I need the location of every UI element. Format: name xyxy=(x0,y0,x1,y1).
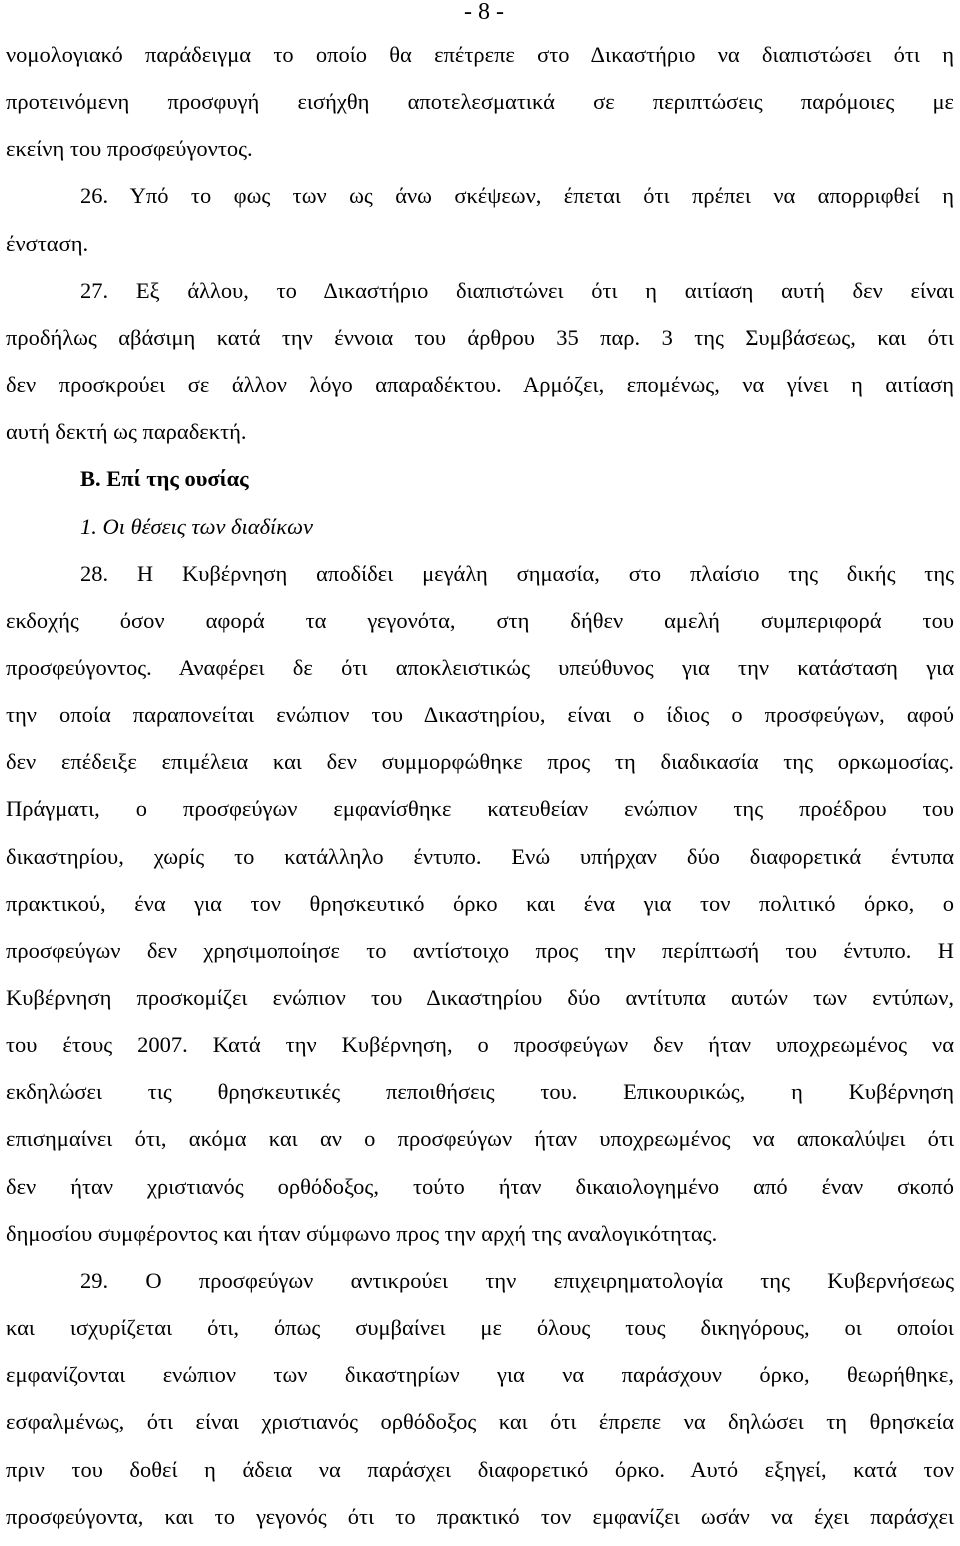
text-line: νομολογιακό παράδειγμα το οποίο θα επέτρεπε στο Δικαστήριο να διαπιστώσει ότι η xyxy=(6,42,954,67)
text-line: επισημαίνει ότι, ακόμα και αν ο προσφεύγων ήταν υποχρεωμένος να αποκαλύψει ότι xyxy=(6,1126,954,1152)
text-line: Πράγματι, ο προσφεύγων εμφανίσθηκε κατευθείαν ενώπιον της προέδρου του xyxy=(6,796,954,822)
text-line: ένσταση. xyxy=(6,230,89,256)
text-line: 28. Η Κυβέρνηση αποδίδει μεγάλη σημασία, στο πλαίσιο της δικής της xyxy=(80,560,954,586)
text-line: πρακτικού, ένα για τον θρησκευτικό όρκο και ένα για τον πολιτικό όρκο, ο xyxy=(6,890,954,916)
text-line: προτεινόμενη προσφυγή εισήχθη αποτελεσματικά σε περιπτώσεις παρόμοιες με xyxy=(6,89,954,115)
text-line: δεν προσκρούει σε άλλον λόγο απαραδέκτου. Αρμόζει, επομένως, να γίνει η αιτίαση xyxy=(6,372,954,398)
text-line: δεν ήταν χριστιανός ορθόδοξος, τούτο ήταν δικαιολογημένο από έναν σκοπό xyxy=(6,1173,954,1199)
text-line: προδήλως αβάσιμη κατά την έννοια του άρθρου 35 παρ. 3 της Συμβάσεως, και ότι xyxy=(6,324,954,350)
text-line: 27. Εξ άλλου, το Δικαστήριο διαπιστώνει ότι η αιτίαση αυτή δεν είναι xyxy=(80,277,954,303)
text-line: 1. Οι θέσεις των διαδίκων xyxy=(80,513,313,539)
text-line: εσφαλμένως, ότι είναι χριστιανός ορθόδοξος και ότι έπρεπε να δηλώσει τη θρησκεία xyxy=(6,1409,954,1435)
text-line: προσφεύγοντος. Αναφέρει δε ότι αποκλειστικώς υπεύθυνος για την κατάσταση για xyxy=(6,654,954,680)
text-line: την οποία παραπονείται ενώπιον του Δικαστηρίου, είναι ο ίδιος ο προσφεύγων, αφού xyxy=(6,702,954,728)
text-line: αυτή δεκτή ως παραδεκτή. xyxy=(6,419,247,445)
text-line: εκδοχής όσον αφορά τα γεγονότα, στη δήθεν αμελή συμπεριφορά του xyxy=(6,607,954,633)
text-line: εμφανίζονται ενώπιον των δικαστηρίων για να παράσχουν όρκο, θεωρήθηκε, xyxy=(6,1362,954,1388)
text-line: προσφεύγοντα, και το γεγονός ότι το πρακτικό τον εμφανίζει ωσάν να έχει παράσχει xyxy=(6,1503,954,1529)
text-line: προσφεύγων δεν χρησιμοποίησε το αντίστοιχο προς την περίπτωσή του έντυπο. Η xyxy=(6,937,954,963)
text-line: 26. Υπό το φως των ως άνω σκέψεων, έπεται ότι πρέπει να απορριφθεί η xyxy=(80,183,954,209)
text-line: εκδηλώσει τις θρησκευτικές πεποιθήσεις του. Επικουρικώς, η Κυβέρνηση xyxy=(6,1079,954,1105)
page-number: - 8 - xyxy=(464,0,504,25)
text-line: δημοσίου συμφέροντος και ήταν σύμφωνο προς την αρχή της αναλογικότητας. xyxy=(6,1220,718,1246)
text-line: Β. Επί της ουσίας xyxy=(80,466,249,492)
text-line: και ισχυρίζεται ότι, όπως συμβαίνει με όλους τους δικηγόρους, οι οποίοι xyxy=(6,1315,954,1341)
text-line: δεν επέδειξε επιμέλεια και δεν συμμορφώθηκε προς τη διαδικασία της ορκωμοσίας. xyxy=(6,749,954,775)
text-line: δικαστηρίου, χωρίς το κατάλληλο έντυπο. Ενώ υπήρχαν δύο διαφορετικά έντυπα xyxy=(6,843,954,869)
text-line: 29. Ο προσφεύγων αντικρούει την επιχειρηματολογία της Κυβερνήσεως xyxy=(80,1267,954,1293)
text-line: Κυβέρνηση προσκομίζει ενώπιον του Δικαστηρίου δύο αντίτυπα αυτών των εντύπων, xyxy=(6,985,954,1010)
text-line: του έτους 2007. Κατά την Κυβέρνηση, ο προσφεύγων δεν ήταν υποχρεωμένος να xyxy=(6,1032,954,1058)
text-line: εκείνη του προσφεύγοντος. xyxy=(6,136,253,162)
text-line: πριν του δοθεί η άδεια να παράσχει διαφορετικό όρκο. Αυτό εξηγεί, κατά τον xyxy=(6,1456,954,1482)
